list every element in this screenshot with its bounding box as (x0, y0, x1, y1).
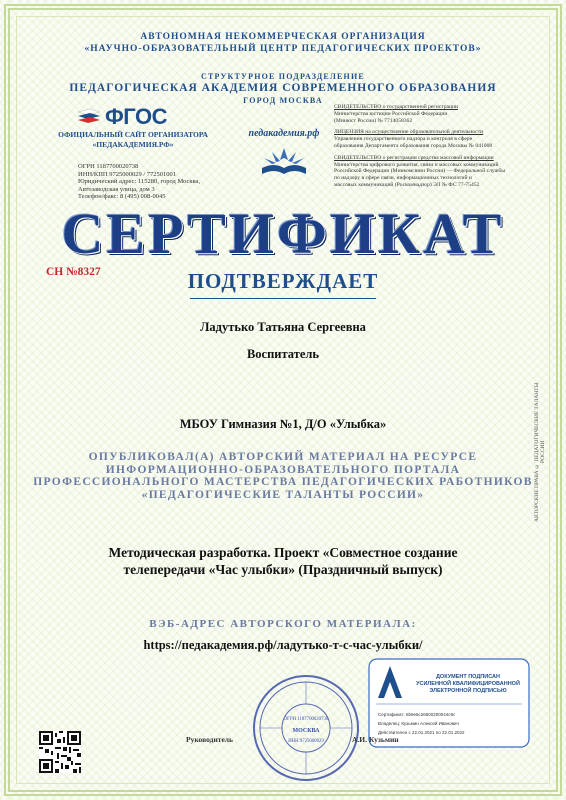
license-line: Министерства юстиции Российской Федерации (334, 110, 448, 117)
fgos-logo (76, 104, 167, 130)
license-justice (334, 104, 530, 124)
ecp-line-3: ЭЛЕКТРОННОЙ ПОДПИСЬЮ (429, 688, 507, 694)
subdivision-line-1: СТРУКТУРНОЕ ПОДРАЗДЕЛЕНИЕ (201, 72, 365, 81)
publication-line: ПРОФЕССИОНАЛЬНОГО МАСТЕРСТВА ПЕДАГОГИЧЕСКИХ РАБОТНИКОВ (33, 476, 533, 488)
ecp-validity: Действителен с 22.01.2021 по 22.01.2022 (378, 730, 465, 735)
flag-icon (76, 108, 102, 126)
requisite-ogrn: ОГРН 1187700020738 (78, 163, 139, 170)
material-title (60, 544, 506, 578)
signer-name: А.И. Кузьмин (352, 735, 399, 744)
license-head: СВИДЕТЕЛЬСТВО о государственной регистрации (334, 104, 458, 110)
requisite-inn: ИНН/КПП 9725000029 / 772501001 (78, 170, 177, 178)
certificate-title: СЕРТИФИКАТ (61, 201, 505, 266)
ecp-line-2: УСИЛЕННОЙ КВАЛИФИЦИРОВАННОЙ (416, 681, 520, 687)
requisite-address-2: Автозаводская улица, дом 3 (78, 185, 155, 193)
requisites (78, 163, 228, 201)
signature-role: Руководитель (186, 735, 233, 744)
publication-statement (0, 451, 566, 501)
publication-line: «ПЕДАГОГИЧЕСКИЕ ТАЛАНТЫ РОССИИ» (141, 488, 425, 501)
confirms-underline (190, 298, 376, 299)
material-url[interactable]: https://педакадемия.рф/ладутько-т-с-час-улыбки/ (143, 638, 423, 652)
serial-number: СН №8327 (46, 266, 101, 278)
subdivision-line-2: ПЕДАГОГИЧЕСКАЯ АКАДЕМИЯ СОВРЕМЕННОГО ОБРАЗОВАНИЯ (69, 82, 497, 94)
license-line: (Минюст России) № 7714058362 (334, 117, 413, 124)
license-line: по надзору в сфере связи, информационных технологий и (334, 175, 472, 182)
official-site-label (48, 130, 218, 150)
org-line-1: АВТОНОМНАЯ НЕКОММЕРЧЕСКАЯ ОРГАНИЗАЦИЯ (140, 32, 426, 42)
book-logo-icon (258, 144, 310, 180)
organization-stamp (250, 672, 362, 784)
requisite-phone: Телефон/факс: 8 (495) 008-0045 (78, 193, 166, 201)
licenses-block (334, 104, 530, 189)
license-line: Управления государственного надзора и контроля в сфере (334, 136, 473, 143)
web-address-label: ВЭБ-АДРЕС АВТОРСКОГО МАТЕРИАЛА: (149, 618, 417, 630)
material-title-line-1: Методическая разработка. Проект «Совместное создание (108, 545, 458, 560)
license-line: образования Департамента образования города Москвы № 041008 (334, 142, 493, 149)
license-line: массовых коммуникаций (Роскомнадзор) ЭЛ № ФС 77-75452 (334, 181, 480, 188)
subdivision-line-3: ГОРОД МОСКВА (243, 96, 323, 105)
publication-line: ОПУБЛИКОВАЛ(А) АВТОРСКИЙ МАТЕРИАЛ НА РЕСУРСЕ (88, 451, 478, 463)
brand-name: педакадемия.рф (248, 128, 320, 139)
side-copyright: АВТОРСКИЕ ПРАВА © ПЕДАГОГИЧЕСКИЕ ТАЛАНТЫ РОССИИ (534, 382, 546, 522)
material-title-line-2: телепередачи «Час улыбки» (Праздничный выпуск) (123, 562, 443, 577)
qr-code[interactable] (39, 731, 81, 773)
stamp-ogrn: ОГРН 1187700020738 (283, 717, 329, 722)
fgos-text: ФГОС (105, 104, 167, 129)
license-line: Министерства цифрового развития, связи и массовых коммуникаций (334, 161, 499, 168)
license-education (334, 129, 530, 149)
recipient-name: Ладутько Татьяна Сергеевна (200, 320, 366, 334)
confirms-heading: ПОДТВЕРЖДАЕТ (187, 269, 379, 293)
official-site-line-1: ОФИЦИАЛЬНЫЙ САЙТ ОРГАНИЗАТОРА (58, 130, 208, 139)
ecp-line-1: ДОКУМЕНТ ПОДПИСАН (436, 674, 500, 680)
stamp-city: МОСКВА (292, 728, 320, 734)
license-head: СВИДЕТЕЛЬСТВО о регистрации средства массовой информации (334, 154, 494, 161)
recipient-position: Воспитатель (246, 347, 320, 361)
publication-line: ИНФОРМАЦИОННО-ОБРАЗОВАТЕЛЬНОГО ПОРТАЛА (105, 463, 461, 476)
license-line: Российской Федерации (Минкомсвязи России) — Федеральной службы (334, 168, 506, 175)
official-site-line-2: «ПЕДАКАДЕМИЯ.РФ» (92, 140, 174, 149)
license-media (334, 155, 530, 189)
requisite-address-1: Юридический адрес: 115280, город Москва, (78, 178, 201, 186)
ecp-owner: Владелец: Кузьмин Алексей Иванович (378, 721, 459, 726)
license-head: ЛИЦЕНЗИЯ на осуществление образовательной деятельности (334, 129, 484, 136)
org-line-2: «НАУЧНО-ОБРАЗОВАТЕЛЬНЫЙ ЦЕНТР ПЕДАГОГИЧЕСКИХ ПРОЕКТОВ» (84, 44, 482, 54)
stamp-inn: ИНН 9725000029 (288, 739, 324, 744)
ecp-certificate: Сертификат: 6b9e6c26600200044c9c (378, 712, 456, 717)
recipient-school: МБОУ Гимназия №1, Д/О «Улыбка» (179, 417, 387, 431)
